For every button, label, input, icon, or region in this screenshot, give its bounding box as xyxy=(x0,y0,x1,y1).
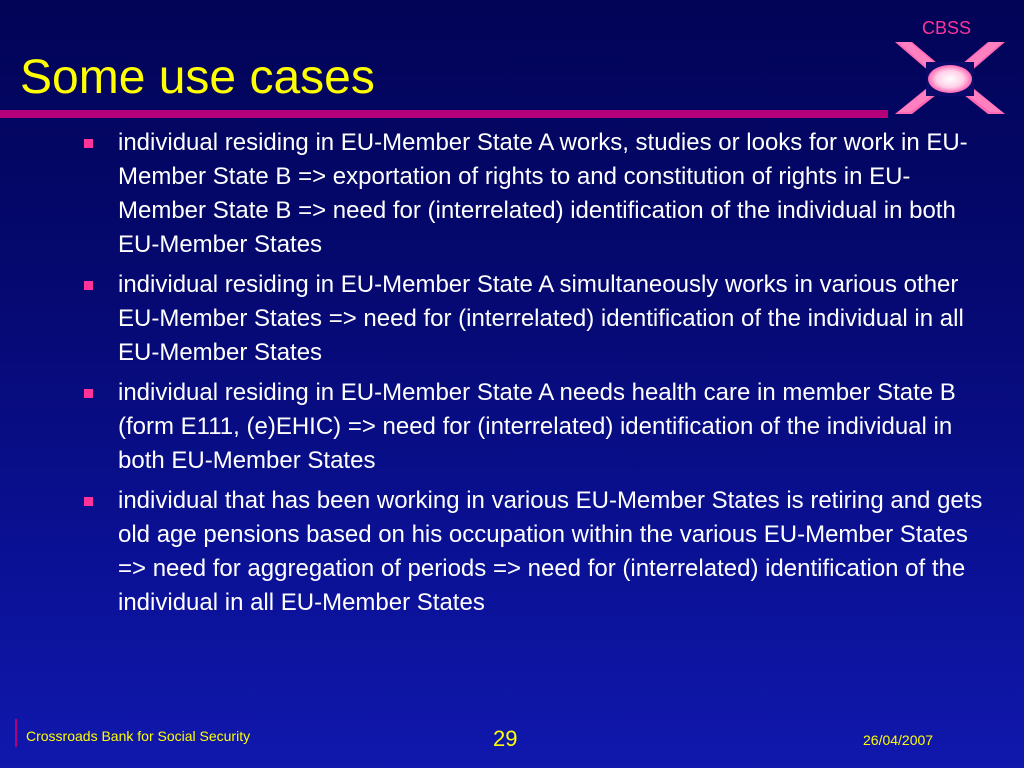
footer-divider xyxy=(15,719,17,747)
square-bullet-icon xyxy=(84,281,93,290)
list-item xyxy=(80,484,990,620)
slide-title: Some use cases xyxy=(20,51,375,104)
square-bullet-icon xyxy=(84,139,93,148)
footer-organization: Crossroads Bank for Social Security xyxy=(26,728,251,744)
cbss-logo-icon xyxy=(890,12,1010,122)
square-bullet-icon xyxy=(84,389,93,398)
page-number: 29 xyxy=(493,726,518,751)
list-item xyxy=(80,376,990,478)
bullet-list xyxy=(80,126,990,626)
bullet-text: individual residing in EU-Member State A simultaneously works in various other EU-Member States => need for (interrelated) identification of the individual in all EU-Member States xyxy=(118,271,964,366)
list-item xyxy=(80,268,990,370)
bullet-text: individual residing in EU-Member State A needs health care in member State B (form E111, (e)EHIC) => need for (interrelated) identification of the individual in both EU-Member States xyxy=(118,379,956,474)
bullet-text: individual residing in EU-Member State A works, studies or looks for work in EU-Member State B => exportation of rights to and constitution of rights in EU-Member State B => need for (interrelated) identification of the individual in both EU-Member States xyxy=(118,129,968,258)
logo-text: CBSS xyxy=(922,18,972,38)
bullet-text: individual that has been working in various EU-Member States is retiring and gets old age pensions based on his occupation within the various EU-Member States => need for aggregation of periods => need for (interrelated) identification of the individual in all EU-Member States xyxy=(118,487,983,616)
title-divider xyxy=(0,110,888,118)
footer-date: 26/04/2007 xyxy=(863,732,934,748)
list-item xyxy=(80,126,990,262)
square-bullet-icon xyxy=(84,497,93,506)
